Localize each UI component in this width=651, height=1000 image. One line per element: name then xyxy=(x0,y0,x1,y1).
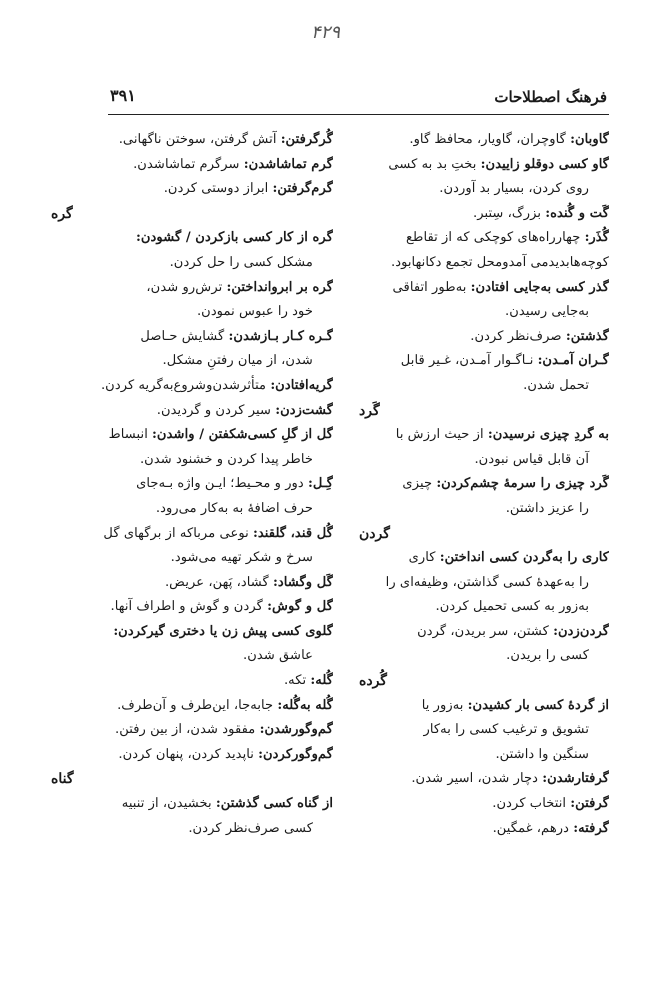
entry-continuation: به‌زور به کسی تحمیل کردن. xyxy=(435,599,589,615)
entry-definition: بخشیدن، از تنبیه xyxy=(121,796,216,812)
entry-headword: کاری را به‌گردن کسی انداختن: xyxy=(439,550,609,566)
dictionary-entry xyxy=(51,374,333,399)
dictionary-entry xyxy=(359,128,609,153)
right-column xyxy=(359,128,609,841)
entry-headword: گـره کـار بـازشدن: xyxy=(228,328,333,344)
entry-headword: گذشتن: xyxy=(565,328,609,344)
entry-continuation: را عزیز داشتن. xyxy=(505,500,589,516)
entry-definition: انبساط xyxy=(108,427,153,443)
dictionary-entry xyxy=(359,694,609,719)
handwritten-page-number: ۴۲۹ xyxy=(310,22,340,43)
entry-definition: انتخاب کردن. xyxy=(492,796,571,812)
dictionary-entry xyxy=(51,743,333,768)
entry-definition: آتش گرفتن، سوختن ناگهانی. xyxy=(118,132,281,147)
entry-continuation: تشویق و ترغیب کسی را به‌کار xyxy=(423,722,589,738)
entry-headword: گلوی کسی پیش زن یا دختری گیرکردن: xyxy=(113,623,333,639)
entry-definition: از حیث ارزش با xyxy=(395,427,488,443)
dictionary-entry xyxy=(359,472,609,497)
entry-definition: نـاگـوار آمـدن، غـیر قابل xyxy=(400,353,538,369)
entry-continuation: کسی صرف‌نظر کردن. xyxy=(188,820,313,836)
entry-definition: ابراز دوستی کردن. xyxy=(163,181,273,197)
entry-definition: مفقود شدن، از بین رفتن. xyxy=(115,722,260,738)
dictionary-entry xyxy=(359,620,609,645)
entry-headword: گاو کسی دوقلو زاییدن: xyxy=(480,156,609,172)
entry-definition: جابه‌جا، این‌طرف و آن‌طرف. xyxy=(117,697,278,713)
dictionary-entry xyxy=(359,226,609,251)
entry-definition: تکه. xyxy=(283,673,311,689)
dictionary-entry xyxy=(359,153,609,178)
dictionary-entry xyxy=(359,767,609,792)
entry-continuation: کوچه‌هابدیدمی آمدومحل تجمع دکانهابود. xyxy=(391,254,609,270)
page-number: ۳۹۱ xyxy=(110,86,136,105)
entry-continuation: سنگین وا داشتن. xyxy=(495,746,589,762)
entry-headword: گُله به‌گُله: xyxy=(277,697,333,713)
entry-definition: دچار شدن، اسیر شدن. xyxy=(411,771,543,787)
entry-headword: گم‌وگورشدن: xyxy=(259,722,333,738)
entry-definition: به‌زور یا xyxy=(421,697,468,713)
entry-headword: گُذَر: xyxy=(584,230,609,246)
entry-definition: صرف‌نظر کردن. xyxy=(470,328,566,344)
entry-definition: چیزی xyxy=(402,476,437,492)
dictionary-entry xyxy=(51,792,333,817)
entry-headword: گره از کار کسی بازکردن / گشودن: xyxy=(135,230,333,246)
dictionary-entry xyxy=(51,399,333,424)
entry-headword: گل و گوش: xyxy=(267,599,333,615)
entry-continuation: کسی را بریدن. xyxy=(506,648,589,664)
entry-headword: به گردِ چیزی نرسیدن: xyxy=(487,427,609,443)
dictionary-entry xyxy=(51,276,333,301)
entry-headword: گـران آمـدن: xyxy=(537,353,609,369)
entry-headword: گرفته: xyxy=(573,820,609,836)
entry-headword: گل از گلِ کسی‌شکفتن / واشدن: xyxy=(152,427,333,443)
header-title: فرهنگ اصطلاحات xyxy=(494,88,607,106)
dictionary-entry xyxy=(51,620,333,645)
dictionary-entry xyxy=(359,792,609,817)
entry-headword: گرم تماشاشدن: xyxy=(243,156,333,172)
entry-headword: از گردهٔ کسی بار کشیدن: xyxy=(467,697,609,713)
entry-headword: گم‌وگورکردن: xyxy=(258,746,333,762)
left-column xyxy=(51,128,333,841)
entry-headword: گردن‌زدن: xyxy=(553,623,609,639)
dictionary-entry xyxy=(359,276,609,301)
running-header xyxy=(108,84,609,115)
entry-continuation: روی کردن، بسیار بد آوردن. xyxy=(439,181,589,197)
dictionary-entry xyxy=(359,423,609,448)
entry-continuation: خود را عبوس نمودن. xyxy=(196,304,313,320)
entry-definition: دور و محـیط؛ ایـن واژه بـه‌جای xyxy=(136,476,308,492)
entry-definition: نوعی مربا‌که از برگهای گل xyxy=(103,525,253,541)
dictionary-entry xyxy=(51,718,333,743)
section-heading: گره xyxy=(51,205,73,222)
entry-continuation: حرف اضافهٔ به به‌کار می‌رود. xyxy=(155,500,313,516)
entry-headword: گَت و گُنده: xyxy=(545,205,609,221)
entry-continuation: تحمل شدن. xyxy=(523,377,589,393)
dictionary-entry xyxy=(51,128,333,153)
dictionary-entry xyxy=(359,817,609,842)
entry-headword: گشت‌زدن: xyxy=(275,402,333,418)
entry-definition: درهم، غمگین. xyxy=(492,820,574,836)
entry-definition: بختِ بد به کسی xyxy=(388,156,481,172)
dictionary-entry xyxy=(51,669,333,694)
entry-headword: گرم‌گرفتن: xyxy=(272,181,333,197)
entry-definition: متأثر‌شدن‌وشروع‌به‌گریه کردن. xyxy=(100,377,271,393)
entry-definition: کاری xyxy=(408,550,440,566)
entry-continuation: به‌جایی رسیدن. xyxy=(505,304,589,320)
entry-definition: کشتن، سر بریدن، گردن xyxy=(417,623,554,639)
entry-headword: گَرد چیزی را سرمهٔ چشم‌کردن: xyxy=(436,476,609,492)
dictionary-entry xyxy=(51,472,333,497)
entry-continuation: سرخ و شکر تهیه می‌شود. xyxy=(170,550,313,566)
entry-definition: ترش‌رو شدن، xyxy=(146,279,227,295)
entry-continuation: خاطر پیدا کردن و خشنود شدن. xyxy=(139,451,313,467)
dictionary-entry xyxy=(51,571,333,596)
dictionary-entry xyxy=(51,177,333,202)
entry-headword: گَل وگشاد: xyxy=(272,574,333,590)
entry-headword: گره بر ابرو‌انداختن: xyxy=(226,279,333,295)
entry-definition: بزرگ، سِتبر. xyxy=(473,205,546,221)
entry-continuation: مشکل کسی را حل کردن. xyxy=(169,254,313,270)
entry-definition: گشایش حـاصل xyxy=(140,328,229,344)
dictionary-entry xyxy=(51,595,333,620)
entry-definition: ناپدید کردن، پنهان کردن. xyxy=(118,746,259,762)
dictionary-entry xyxy=(51,694,333,719)
entry-headword: گرفتن: xyxy=(570,796,609,812)
entry-definition: گردن و گوش و اطراف آنها. xyxy=(110,599,268,615)
entry-headword: گاوبان: xyxy=(570,132,609,147)
entry-definition: گشاد، پَهن، عریض. xyxy=(164,574,273,590)
entry-headword: گُل قند، گلقند: xyxy=(253,525,333,541)
entry-headword: گریه‌افتادن: xyxy=(270,377,333,393)
dictionary-entry xyxy=(51,153,333,178)
section-heading: گَرد xyxy=(359,402,380,419)
entry-continuation: شدن، از میان رفتنِ مشکل. xyxy=(162,353,313,369)
entry-continuation: آن قابل قیاس نبودن. xyxy=(474,451,589,467)
entry-headword: گُرگرفتن: xyxy=(280,132,333,147)
entry-headword: گُله: xyxy=(310,673,333,689)
dictionary-entry xyxy=(359,202,609,227)
entry-headword: گرفتارشدن: xyxy=(542,771,609,787)
entry-continuation: عاشق شدن. xyxy=(243,648,313,664)
dictionary-entry xyxy=(51,226,333,251)
entry-headword: گذر کسی به‌جایی افتادن: xyxy=(470,279,609,295)
dictionary-entry xyxy=(359,546,609,571)
entry-headword: گِـل: xyxy=(308,476,333,492)
entry-definition: سرگرم تماشاشدن. xyxy=(133,156,244,172)
entry-definition: چهارراه‌های کوچکی که از تقاطع xyxy=(405,230,585,246)
dictionary-entry xyxy=(359,325,609,350)
entry-definition: سیر کردن و گردیدن. xyxy=(156,402,276,418)
entry-continuation: را به‌عهدهٔ کسی گذاشتن، وظیفه‌ای را xyxy=(385,574,589,590)
section-heading: گناه xyxy=(51,771,74,788)
section-heading: گردن xyxy=(359,525,390,542)
dictionary-entry xyxy=(51,423,333,448)
dictionary-entry xyxy=(359,349,609,374)
entry-definition: به‌طور اتفاقی xyxy=(392,279,471,295)
entry-headword: از گناه کسی گذشتن: xyxy=(215,796,333,812)
section-heading: گُرده xyxy=(359,673,387,690)
dictionary-entry xyxy=(51,522,333,547)
dictionary-entry xyxy=(51,325,333,350)
entry-definition: گاوچران، گاویار، محافظ گاو. xyxy=(409,132,571,147)
